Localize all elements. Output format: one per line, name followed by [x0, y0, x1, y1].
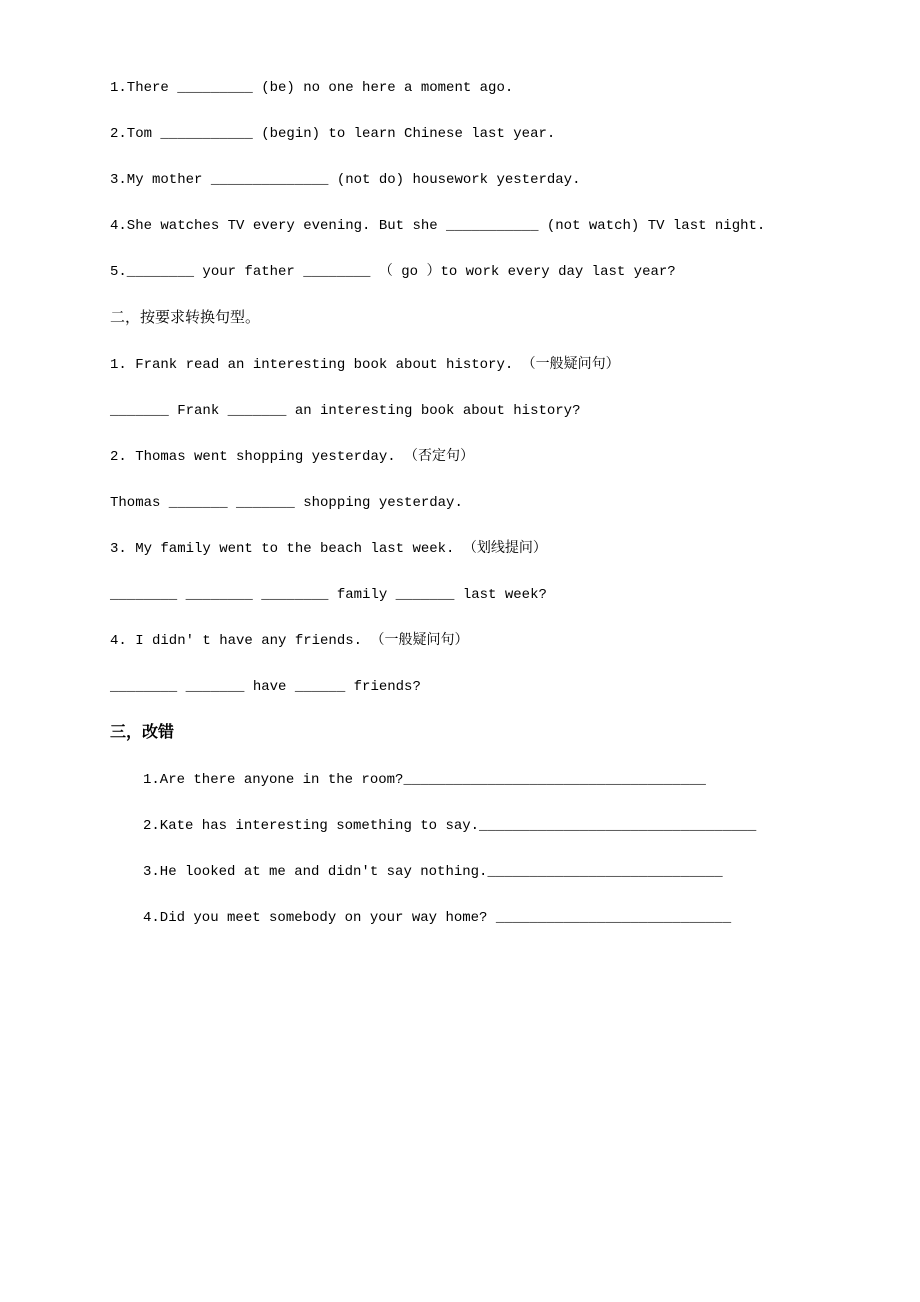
transform-answer-3: ________ ________ ________ family _______ last week? [110, 587, 547, 603]
transform-question-3: 3. My family went to the beach last week. （划线提问） [110, 541, 547, 557]
section-transform-header: 二，按要求转换句型。 [110, 310, 261, 327]
correction-item-2: 2.Kate has interesting something to say._________________________________ [143, 818, 757, 834]
section-correction-header: 三，改错 [110, 724, 175, 742]
transform-question-2: 2. Thomas went shopping yesterday. （否定句） [110, 449, 475, 465]
fill-blank-item-4: 4.She watches TV every evening. But she ___________ (not watch) TV last night. [110, 218, 766, 234]
correction-item-3: 3.He looked at me and didn't say nothing.____________________________ [143, 864, 723, 880]
fill-blank-item-3: 3.My mother ______________ (not do) housework yesterday. [110, 172, 581, 188]
transform-question-1: 1. Frank read an interesting book about history. （一般疑问句） [110, 357, 620, 373]
transform-answer-4: ________ _______ have ______ friends? [110, 679, 421, 695]
transform-question-4: 4. I didn' t have any friends. （一般疑问句） [110, 633, 469, 649]
fill-blank-item-1: 1.There _________ (be) no one here a moment ago. [110, 80, 514, 96]
fill-blank-item-2: 2.Tom ___________ (begin) to learn Chinese last year. [110, 126, 556, 142]
transform-answer-2: Thomas _______ _______ shopping yesterday. [110, 495, 463, 511]
correction-item-1: 1.Are there anyone in the room?____________________________________ [143, 772, 706, 788]
correction-item-4: 4.Did you meet somebody on your way home? ____________________________ [143, 910, 732, 926]
transform-answer-1: _______ Frank _______ an interesting book about history? [110, 403, 581, 419]
fill-blank-item-5: 5.________ your father ________ （ go ）to work every day last year? [110, 264, 676, 280]
